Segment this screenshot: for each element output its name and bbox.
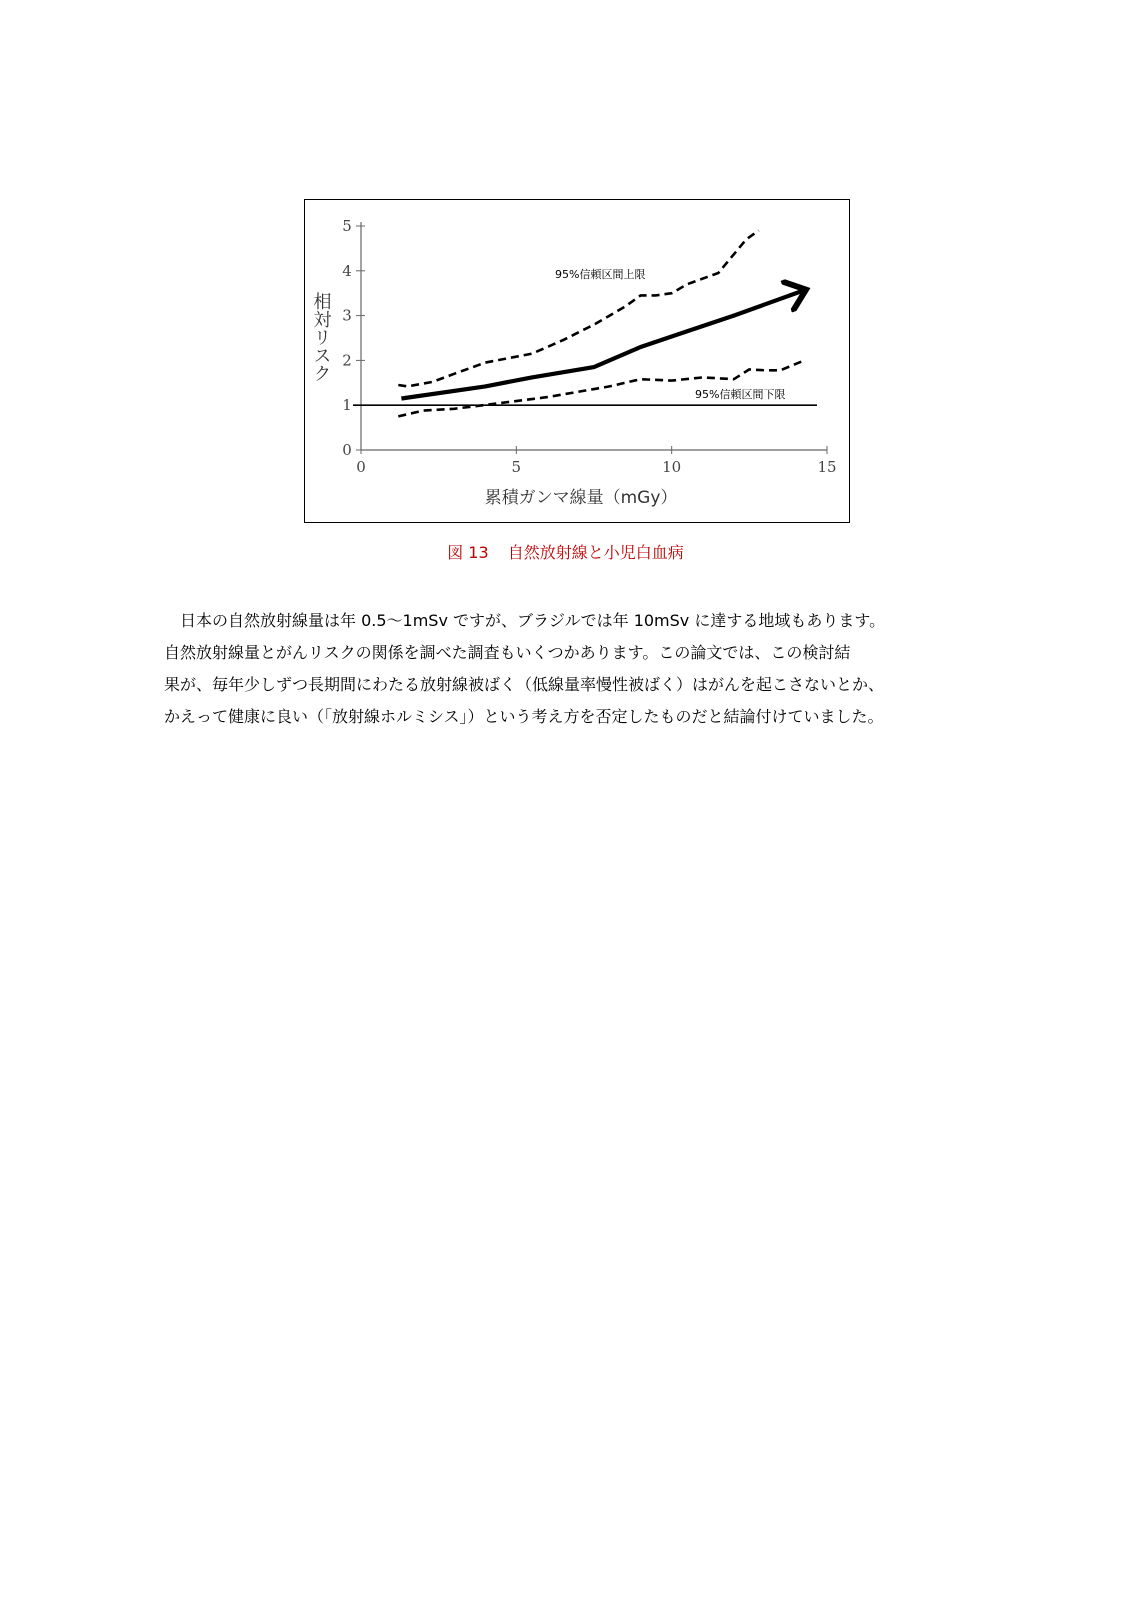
caption-title: 自然放射線と小児白血病 xyxy=(507,543,684,562)
x-axis-label: 累積ガンマ線量（mGy） xyxy=(484,488,678,508)
y-tick-label: 1 xyxy=(342,396,352,415)
figure-chart xyxy=(304,199,850,523)
annotation-upper: 95%信頼区間上限 xyxy=(555,268,646,281)
confidence-bound-line xyxy=(398,231,758,387)
figure-caption xyxy=(0,540,1131,563)
x-tick-label: 10 xyxy=(662,458,682,476)
y-tick-label: 3 xyxy=(342,306,352,325)
y-axis-label: 相対リスク xyxy=(310,292,332,382)
x-tick-label: 5 xyxy=(511,458,522,476)
body-line: 日本の自然放射線量は年 0.5～1mSv ですが、ブラジルでは年 10mSv に達する地域もあります。 xyxy=(180,611,886,630)
y-tick-label: 5 xyxy=(342,217,352,235)
body-line: 自然放射線量とがんリスクの関係を調べた調査もいくつかあります。この論文では、この検討結 xyxy=(164,643,851,662)
y-tick-label: 2 xyxy=(342,351,352,370)
relative-risk-chart xyxy=(305,200,849,522)
annotation-lower: 95%信頼区間下限 xyxy=(695,388,786,401)
x-tick-label: 15 xyxy=(817,458,837,476)
y-tick-label: 4 xyxy=(342,261,352,280)
caption-number: 図 13 xyxy=(447,543,489,562)
x-tick-label: 0 xyxy=(356,458,366,476)
relative-risk-line xyxy=(401,291,802,399)
body-line: かえって健康に良い（「放射線ホルミシス」）という考え方を否定したものだと結論付けていました。 xyxy=(164,707,884,726)
y-tick-label: 0 xyxy=(342,441,352,459)
body-paragraph xyxy=(164,605,994,733)
body-line: 果が、毎年少しずつ長期間にわたる放射線被ばく（低線量率慢性被ばく）はがんを起こさないとか、 xyxy=(164,675,885,694)
